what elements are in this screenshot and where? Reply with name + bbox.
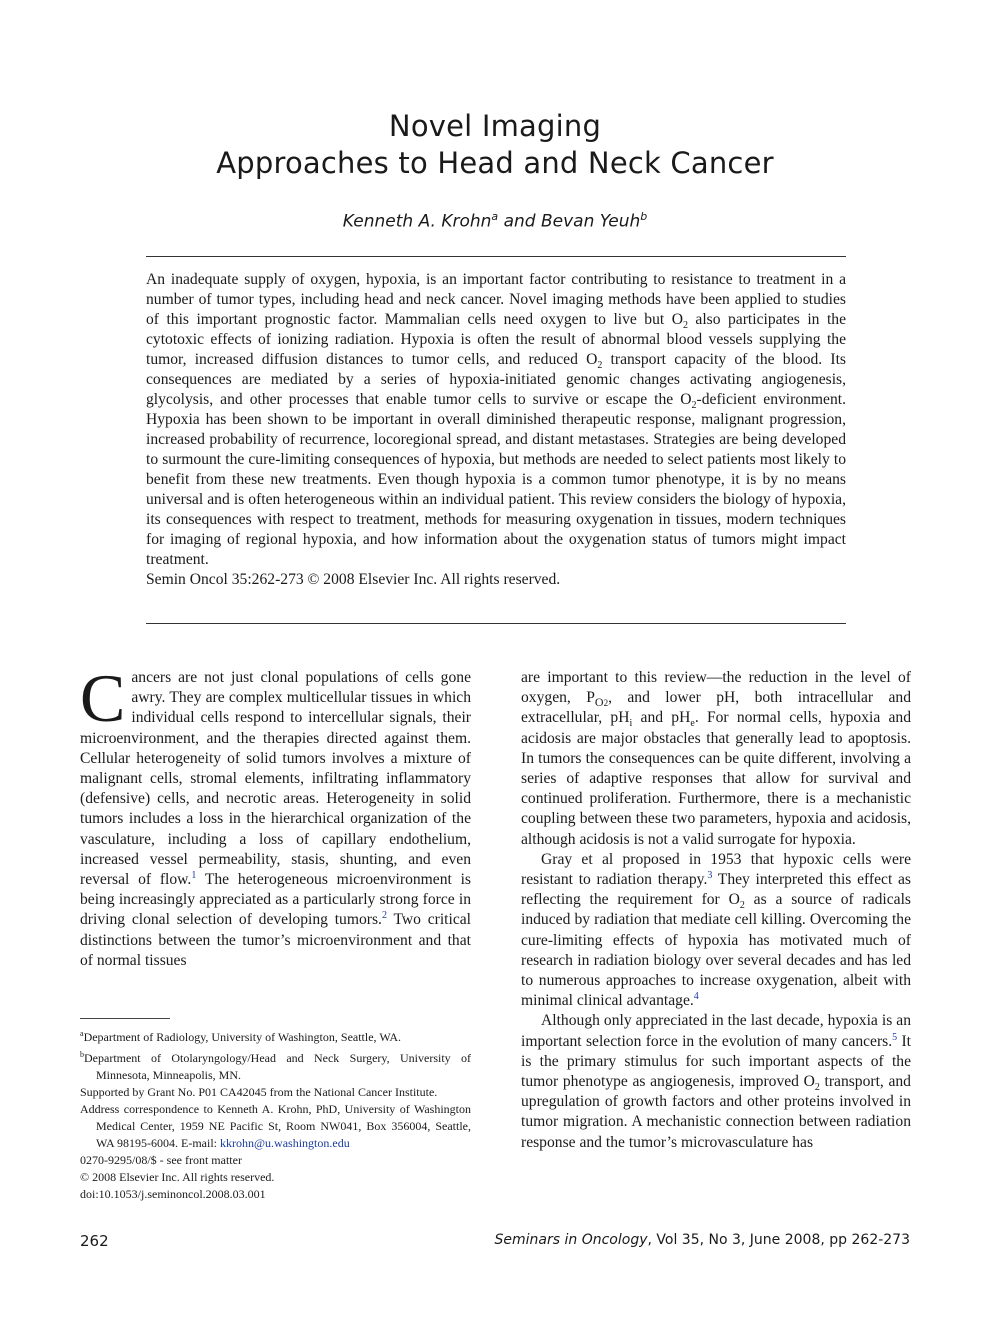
footnote-affiliation-a: $^a$Department of Radiology, University of Washington, Seattle, WA. — [80, 1029, 401, 1044]
journal-name: Seminars in Oncology — [494, 1232, 648, 1248]
right-paragraph-1: are important to this review—the reduction in the level of oxygen, $P_{O2}$, and lower pH, both intracellular and extracellular, $pH_i$ and $pH_e$. For normal cells, hypoxia and acidosis are major obstacles that generally lead to apoptosis. In tumors the consequences can be quite different, involving a series of adaptive responses that allow for survival and continued proliferation. Furthermore, there is a mechanistic coupling between these two parameters, hypoxia and acidosis, although acidosis is not a valid surrogate for hypoxia. — [521, 669, 912, 848]
title-line-2: Approaches to Head and Neck Cancer — [216, 146, 774, 180]
body-column-left — [80, 660, 472, 971]
title-line-1: Novel Imaging — [388, 109, 602, 143]
affiliation-mark-a: a — [491, 210, 499, 223]
page-number: 262 — [80, 1232, 109, 1250]
journal-citation — [495, 1232, 910, 1248]
right-paragraph-2: Gray et al proposed in 1953 that hypoxic cells were resistant to radiation therapy.$^3$ They interpreted this effect as reflecting the requirement for $O_2$ as a source of radicals induced by radiation that mediate cell killing. Overcoming the cure-limiting effects of hypoxia has motivated much of research in radiation biology over several decades and has led to numerous approaches to increase oxygenation, albeit with minimal clinical advantage.$^4$ — [521, 850, 912, 1010]
author-joiner: and — [498, 211, 541, 232]
author-line — [0, 206, 990, 233]
author-yeuh: Bevan Yeuh — [540, 211, 641, 232]
abstract-top-rule — [146, 256, 846, 257]
footnotes — [80, 1025, 471, 1203]
abstract-citation: Semin Oncol 35:262-273 © 2008 Elsevier Inc. All rights reserved. — [146, 571, 561, 588]
email-link[interactable]: kkrohn@u.washington.edu — [219, 1136, 350, 1150]
footnote-issn: 0270-9295/08/$ - see front matter — [80, 1153, 242, 1167]
affiliation-mark-b: b — [640, 210, 648, 223]
footnote-divider — [80, 1018, 170, 1019]
author-krohn: Kenneth A. Krohn — [342, 211, 492, 232]
reference-link-3[interactable]: 3 — [707, 869, 713, 881]
footnote-doi: doi:10.1053/j.seminoncol.2008.03.001 — [80, 1187, 266, 1201]
reference-link-5[interactable]: 5 — [892, 1031, 898, 1043]
abstract-text: An inadequate supply of oxygen, hypoxia, is an important factor contributing to resistance to treatment in a number of tumor types, including head and neck cancer. Novel imaging methods have been applied to studies of this important prognostic factor. Mammalian cells need oxygen to live but $O_2$ also participates in the cytotoxic effects of ionizing radiation. Hypoxia is often the result of abnormal blood vessels supplying the tumor, increased diffusion distances to tumor cells, and reduced $O_2$ transport capacity of the blood. Its consequences are mediated by a series of hypoxia-initiated genomic changes activating angiogenesis, glycolysis, and other processes that enable tumor cells to survive or escape the $O_2$-deficient environment. Hypoxia has been shown to be important in overall diminished therapeutic response, malignant progression, increased probability of recurrence, locoregional spread, and distant metastases. Strategies are being developed to surmount the cure-limiting consequences of hypoxia, but methods are needed to select patients most likely to benefit from these new treatments. Even though hypoxia is a common tumor phenotype, it is by no means universal and is often heterogeneous within an individual patient. This review considers the biology of hypoxia, its consequences with respect to treatment, methods for measuring oxygenation in tissues, modern techniques for imaging of regional hypoxia, and how information about the oxygenation status of tumors might impact treatment. — [146, 271, 847, 568]
body-column-right — [521, 668, 911, 1153]
reference-link-2[interactable]: 2 — [381, 910, 387, 922]
drop-cap: C — [80, 660, 126, 736]
reference-link-1[interactable]: 1 — [191, 869, 197, 881]
footnote-affiliation-b: $^b$Department of Otolaryngology/Head and Neck Surgery, University of Minnesota, Minneapolis, MN. — [80, 1050, 471, 1082]
intro-paragraph: Cancers are not just clonal populations of cells gone awry. They are complex multicellular tissues in which individual cells respond to intercellular signals, their microenvironment, and the therapies directed against them. Cellular heterogeneity of solid tumors involves a mixture of malignant cells, stromal elements, infiltrating inflammatory (defensive) cells, and necrotic areas. Heterogeneity in solid tumors includes a loss in the hierarchical organization of the vasculature, including a loss of capillary endothelium, increased vessel permeability, stasis, shunting, and even reversal of flow.$^1$ The heterogeneous microenvironment is being increasingly appreciated as a particularly strong force in driving clonal selection of developing tumors.$^2$ Two critical distinctions between the tumor’s microenvironment and that of normal tissues — [80, 660, 472, 969]
footnote-support: Supported by Grant No. P01 CA42045 from the National Cancer Institute. — [80, 1085, 438, 1099]
footnote-copyright: © 2008 Elsevier Inc. All rights reserved. — [80, 1170, 275, 1184]
article-title — [0, 108, 990, 182]
footnote-correspondence: Address correspondence to Kenneth A. Krohn, PhD, University of Washington Medical Center, 1959 NE Pacific St, Room NW041, Box 356004, Seattle, WA 98195-6004. E-mail: kkrohn@u.washington.edu — [80, 1102, 471, 1150]
right-paragraph-3: Although only appreciated in the last decade, hypoxia is an important selection force in the evolution of many cancers.$^5$ It is the primary stimulus for such important aspects of the tumor phenotype as angiogenesis, improved $O_2$ transport, and upregulation of growth factors and other proteins involved in tumor migration. A mechanistic connection between radiation response and the tumor’s microvasculature has — [521, 1012, 911, 1151]
abstract-bottom-rule — [146, 623, 846, 624]
journal-details: , Vol 35, No 3, June 2008, pp 262-273 — [647, 1232, 910, 1248]
abstract — [146, 270, 846, 590]
reference-link-4[interactable]: 4 — [693, 991, 699, 1003]
